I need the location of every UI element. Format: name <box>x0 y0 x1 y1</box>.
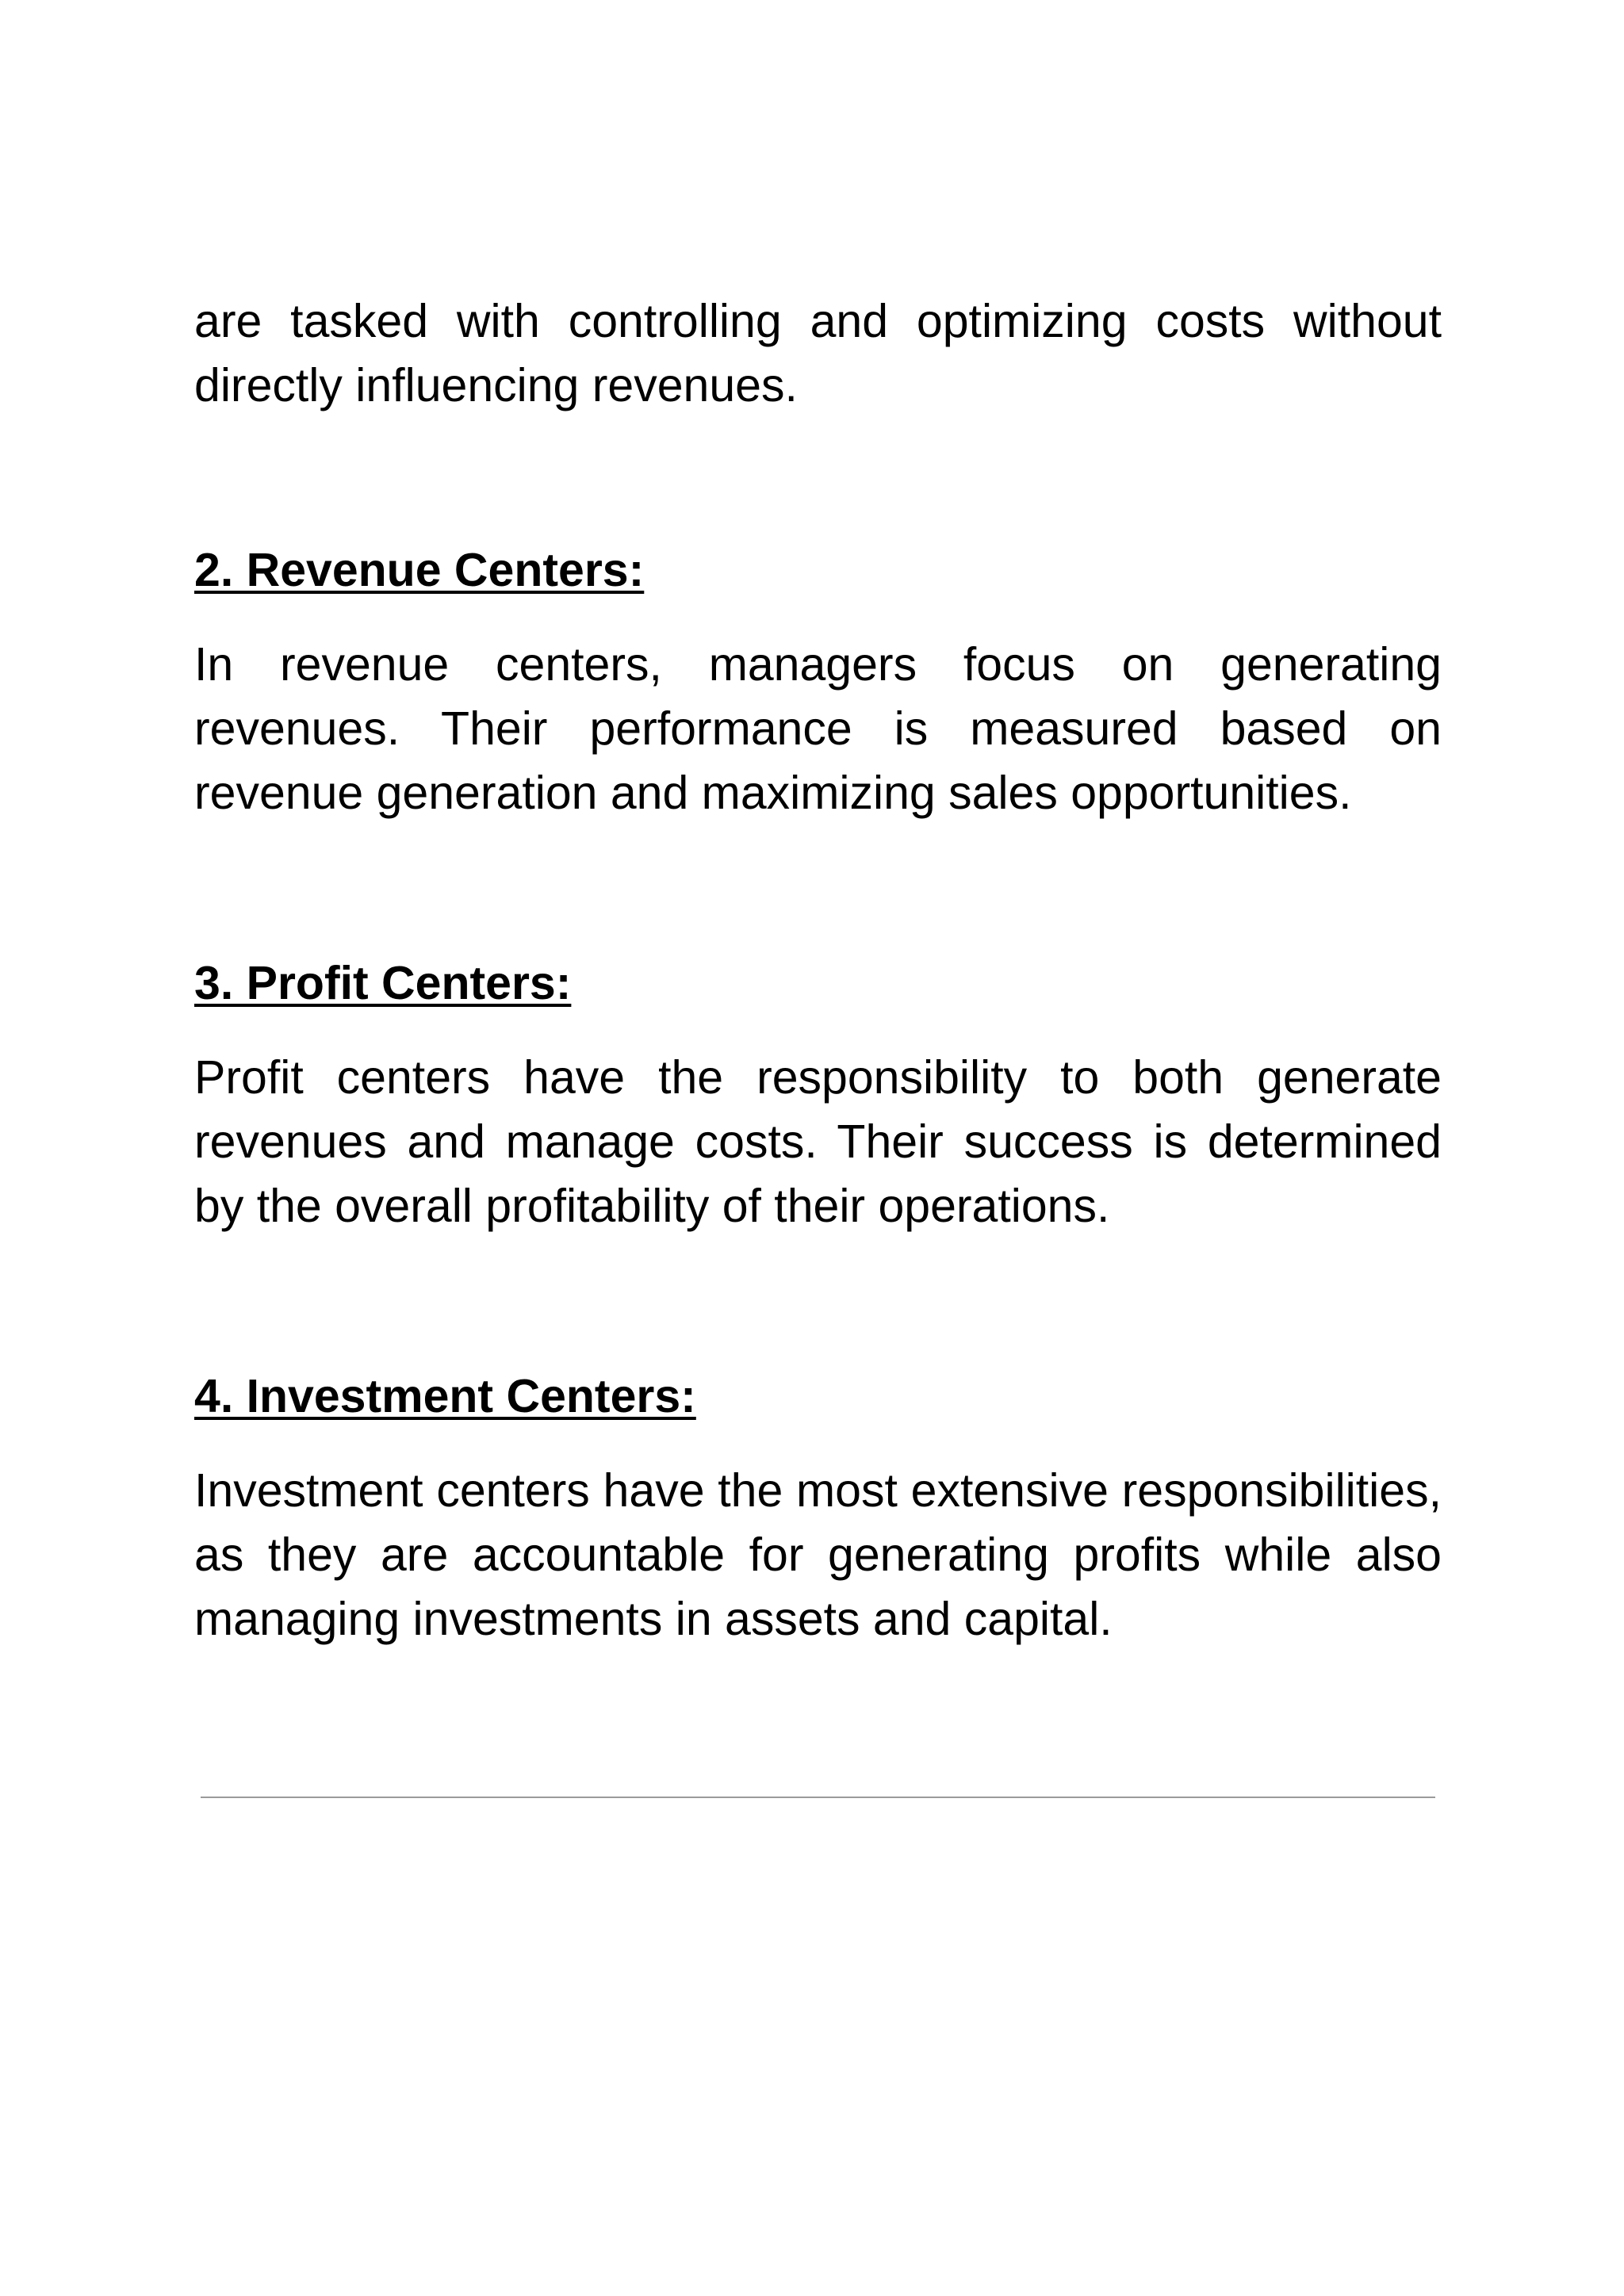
horizontal-divider <box>201 1797 1435 1798</box>
section-heading-investment-centers: 4. Investment Centers: <box>194 1370 696 1422</box>
intro-paragraph: are tasked with controlling and optimizing costs without directly influencing revenues. <box>194 295 1442 411</box>
page-content <box>194 289 1442 1651</box>
section-body-profit-centers: Profit centers have the responsibility to both generate revenues and manage costs. Their success is determined by the overall profitability of their operations. <box>194 1051 1442 1232</box>
section-body-revenue-centers: In revenue centers, managers focus on generating revenues. Their performance is measured based on revenue generation and maximizing sales opportunities. <box>194 638 1442 819</box>
section-body-investment-centers: Investment centers have the most extensive responsibilities, as they are accountable for generating profits while also managing investments in assets and capital. <box>194 1464 1442 1645</box>
section-heading-revenue-centers: 2. Revenue Centers: <box>194 544 645 596</box>
section-heading-profit-centers: 3. Profit Centers: <box>194 957 572 1009</box>
